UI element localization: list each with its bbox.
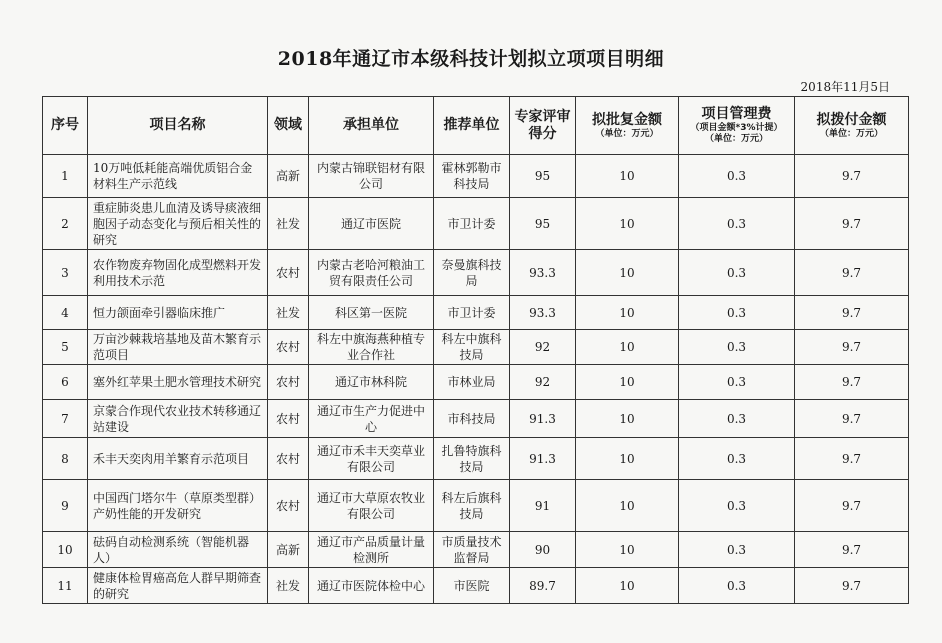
cell-seq: 7 [43, 400, 88, 438]
table-row [43, 400, 909, 438]
cell-seq: 10 [43, 532, 88, 568]
header-disburse [795, 97, 909, 155]
cell-unit: 科左中旗海燕种植专业合作社 [309, 330, 434, 365]
cell-name: 重症肺炎患儿血清及诱导痰液细胞因子动态变化与预后相关性的研究 [88, 198, 268, 250]
cell-score: 95 [510, 198, 576, 250]
header-mgmt [679, 97, 795, 155]
cell-mgmt: 0.3 [679, 532, 795, 568]
cell-name: 中国西门塔尔牛（草原类型群）产奶性能的开发研究 [88, 480, 268, 532]
header-score: 专家评审得分 [510, 97, 576, 155]
cell-recommender: 市科技局 [434, 400, 510, 438]
cell-unit: 通辽市医院 [309, 198, 434, 250]
cell-recommender: 科左后旗科技局 [434, 480, 510, 532]
cell-score: 93.3 [510, 250, 576, 296]
cell-disburse: 9.7 [795, 568, 909, 604]
cell-seq: 2 [43, 198, 88, 250]
cell-seq: 4 [43, 296, 88, 330]
cell-recommender: 奈曼旗科技局 [434, 250, 510, 296]
cell-field: 高新 [268, 532, 309, 568]
cell-recommender: 市林业局 [434, 365, 510, 400]
cell-field: 农村 [268, 330, 309, 365]
cell-approved: 10 [576, 568, 679, 604]
cell-seq: 9 [43, 480, 88, 532]
header-mgmt-formula: （项目金额*3%计提） [690, 123, 783, 133]
cell-score: 89.7 [510, 568, 576, 604]
cell-unit: 通辽市产品质量计量检测所 [309, 532, 434, 568]
cell-approved: 10 [576, 400, 679, 438]
cell-recommender: 科左中旗科技局 [434, 330, 510, 365]
cell-score: 92 [510, 330, 576, 365]
cell-name: 恒力颌面牵引器临床推广 [88, 296, 268, 330]
cell-unit: 科区第一医院 [309, 296, 434, 330]
cell-field: 农村 [268, 400, 309, 438]
cell-mgmt: 0.3 [679, 365, 795, 400]
cell-approved: 10 [576, 296, 679, 330]
header-seq: 序号 [43, 97, 88, 155]
cell-approved: 10 [576, 155, 679, 198]
cell-approved: 10 [576, 250, 679, 296]
cell-recommender: 霍林郭勒市科技局 [434, 155, 510, 198]
cell-score: 91 [510, 480, 576, 532]
project-table [42, 96, 909, 604]
table-row [43, 198, 909, 250]
header-recommender: 推荐单位 [434, 97, 510, 155]
cell-mgmt: 0.3 [679, 296, 795, 330]
cell-approved: 10 [576, 438, 679, 480]
cell-score: 92 [510, 365, 576, 400]
header-approved-label: 拟批复金额 [592, 111, 662, 128]
cell-unit: 通辽市大草原农牧业有限公司 [309, 480, 434, 532]
cell-disburse: 9.7 [795, 480, 909, 532]
cell-mgmt: 0.3 [679, 438, 795, 480]
cell-mgmt: 0.3 [679, 568, 795, 604]
header-mgmt-label: 项目管理费 [701, 106, 772, 122]
cell-disburse: 9.7 [795, 155, 909, 198]
cell-recommender: 市质量技术监督局 [434, 532, 510, 568]
cell-field: 社发 [268, 568, 309, 604]
cell-score: 91.3 [510, 438, 576, 480]
cell-seq: 11 [43, 568, 88, 604]
cell-approved: 10 [576, 198, 679, 250]
cell-unit: 内蒙古锦联铝材有限公司 [309, 155, 434, 198]
cell-mgmt: 0.3 [679, 400, 795, 438]
header-approved-unit: （单位：万元） [595, 128, 659, 139]
document-title: 2018年通辽市本级科技计划拟立项项目明细 [277, 48, 665, 70]
header-disburse-label: 拟拨付金额 [816, 111, 887, 128]
table-row [43, 532, 909, 568]
cell-disburse: 9.7 [795, 438, 909, 480]
cell-seq: 6 [43, 365, 88, 400]
cell-disburse: 9.7 [795, 330, 909, 365]
cell-score: 90 [510, 532, 576, 568]
header-disburse-unit: （单位：万元） [819, 128, 883, 139]
cell-recommender: 扎鲁特旗科技局 [434, 438, 510, 480]
cell-unit: 内蒙古老哈河粮油工贸有限责任公司 [309, 250, 434, 296]
cell-seq: 8 [43, 438, 88, 480]
cell-recommender: 市医院 [434, 568, 510, 604]
table-row [43, 155, 909, 198]
cell-approved: 10 [576, 365, 679, 400]
cell-mgmt: 0.3 [679, 198, 795, 250]
cell-disburse: 9.7 [795, 198, 909, 250]
header-row [43, 97, 909, 155]
cell-mgmt: 0.3 [679, 330, 795, 365]
cell-name: 塞外红苹果土肥水管理技术研究 [88, 365, 268, 400]
cell-field: 农村 [268, 480, 309, 532]
table-row [43, 365, 909, 400]
cell-score: 95 [510, 155, 576, 198]
cell-approved: 10 [576, 532, 679, 568]
cell-name: 健康体检胃癌高危人群早期筛查的研究 [88, 568, 268, 604]
table-row [43, 330, 909, 365]
table-row [43, 480, 909, 532]
table-row [43, 250, 909, 296]
cell-seq: 5 [43, 330, 88, 365]
cell-name: 禾丰天奕肉用羊繁育示范项目 [88, 438, 268, 480]
cell-seq: 3 [43, 250, 88, 296]
header-field: 领域 [268, 97, 309, 155]
cell-field: 农村 [268, 250, 309, 296]
header-mgmt-unit: （单位：万元） [704, 134, 768, 144]
cell-unit: 通辽市医院体检中心 [309, 568, 434, 604]
cell-recommender: 市卫计委 [434, 198, 510, 250]
cell-unit: 通辽市生产力促进中心 [309, 400, 434, 438]
cell-unit: 通辽市林科院 [309, 365, 434, 400]
table-row [43, 568, 909, 604]
table-row [43, 296, 909, 330]
cell-name: 农作物废弃物固化成型燃料开发利用技术示范 [88, 250, 268, 296]
cell-field: 高新 [268, 155, 309, 198]
cell-field: 社发 [268, 198, 309, 250]
cell-mgmt: 0.3 [679, 250, 795, 296]
cell-name: 万亩沙棘栽培基地及苗木繁育示范项目 [88, 330, 268, 365]
cell-name: 10万吨低耗能高端优质铝合金材料生产示范线 [88, 155, 268, 198]
cell-unit: 通辽市禾丰天奕草业有限公司 [309, 438, 434, 480]
cell-recommender: 市卫计委 [434, 296, 510, 330]
cell-field: 农村 [268, 438, 309, 480]
cell-approved: 10 [576, 330, 679, 365]
cell-disburse: 9.7 [795, 400, 909, 438]
cell-seq: 1 [43, 155, 88, 198]
cell-disburse: 9.7 [795, 296, 909, 330]
cell-score: 91.3 [510, 400, 576, 438]
table-row [43, 438, 909, 480]
header-approved [576, 97, 679, 155]
cell-name: 砝码自动检测系统（智能机器人） [88, 532, 268, 568]
cell-name: 京蒙合作现代农业技术转移通辽站建设 [88, 400, 268, 438]
cell-disburse: 9.7 [795, 250, 909, 296]
header-unit: 承担单位 [309, 97, 434, 155]
cell-approved: 10 [576, 480, 679, 532]
cell-field: 农村 [268, 365, 309, 400]
cell-score: 93.3 [510, 296, 576, 330]
cell-mgmt: 0.3 [679, 155, 795, 198]
cell-disburse: 9.7 [795, 365, 909, 400]
cell-mgmt: 0.3 [679, 480, 795, 532]
header-name: 项目名称 [88, 97, 268, 155]
document-date: 2018年11月5日 [800, 80, 890, 94]
cell-field: 社发 [268, 296, 309, 330]
cell-disburse: 9.7 [795, 532, 909, 568]
